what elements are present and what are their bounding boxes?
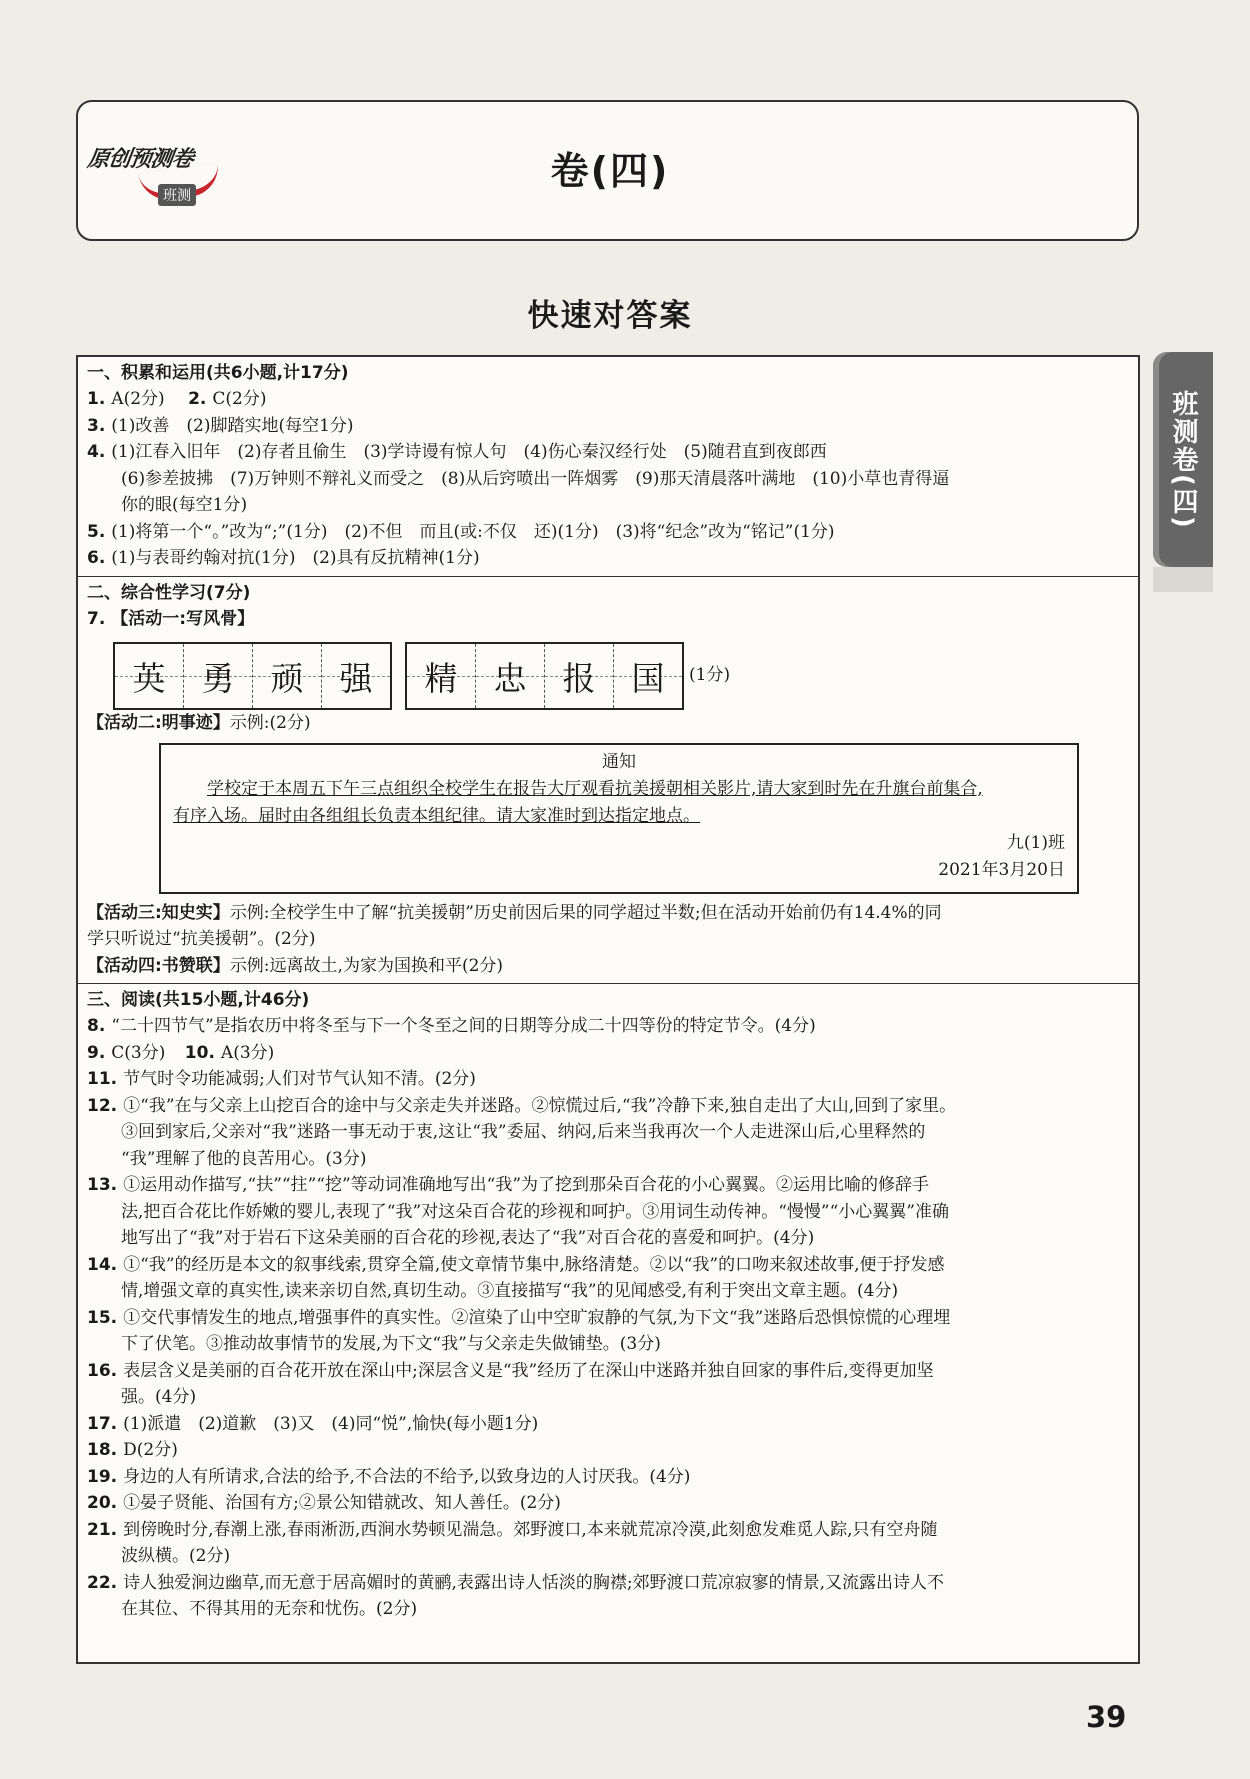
question-number: 6.	[87, 548, 106, 568]
answer-text: 地写出了“我”对于岩石下这朵美丽的百合花的珍视,表达了“我”对百合花的喜爱和呵护。(4分)	[121, 1228, 815, 1248]
notice-date: 2021年3月20日	[938, 859, 1065, 880]
activity-label: 【活动一:写风骨】	[111, 608, 255, 629]
answer-line	[87, 1331, 1130, 1358]
question-number: 14.	[87, 1254, 118, 1275]
answer-text: 表层含义是美丽的百合花开放在深山中;深层含义是“我”经历了在深山中迷路并独自回家的事件后,变得更加坚	[123, 1360, 934, 1381]
answer-line	[87, 1570, 1130, 1597]
grid-cell: 勇	[184, 644, 253, 708]
answer-table	[76, 355, 1140, 1664]
answer-line	[87, 519, 1130, 546]
answer-text: A(2分)	[111, 389, 165, 409]
grid-cell: 国	[614, 644, 682, 708]
question-number: 5.	[87, 521, 106, 542]
answer-text: ①“我”在与父亲上山挖百合的途中与父亲走失并迷路。②惊慌过后,“我”冷静下来,独自走出了大山,回到了家里。	[123, 1095, 957, 1116]
answer-text: 诗人独爱涧边幽草,而无意于居高媚时的黄鹂,表露出诗人恬淡的胸襟;郊野渡口荒凉寂寥的情景,又流露出诗人不	[123, 1572, 945, 1593]
answer-text: 法,把百合花比作娇嫩的婴儿,表现了“我”对这朵百合花的珍视和呵护。③用词生动传神。“慢慢”“小心翼翼”准确	[121, 1201, 949, 1222]
notice-title: 通知	[602, 751, 636, 772]
answer-line	[87, 1543, 1130, 1570]
answer-line	[87, 1464, 1130, 1491]
paper-title: 卷(四)	[550, 149, 670, 193]
answer-text: (1)派遣 (2)道歉 (3)又 (4)同“悦”,愉快(每小题1分)	[123, 1413, 539, 1434]
question-number: 1.	[87, 389, 106, 409]
answer-text: 到傍晚时分,春潮上涨,春雨淅沥,西涧水势顿见湍急。郊野渡口,本来就荒凉冷漠,此刻愈发难觅人踪,只有空舟随	[123, 1519, 938, 1540]
answer-text: 节气时令功能减弱;人们对节气认知不清。(2分)	[123, 1069, 476, 1089]
question-number: 21.	[87, 1519, 118, 1540]
section-heading: 三、阅读(共15小题,计46分)	[87, 990, 310, 1010]
question-number: 8.	[87, 1016, 106, 1036]
answer-text: (1)江春入旧年 (2)存者且偷生 (3)学诗谩有惊人句 (4)伤心秦汉经行处 (5)随君直到夜郎西	[111, 442, 827, 462]
answer-text: C(3分)	[111, 1042, 166, 1063]
question-number: 20.	[87, 1493, 118, 1513]
grid-score: (1分)	[689, 665, 731, 685]
answer-text: D(2分)	[123, 1440, 178, 1460]
logo-sub-badge: 班测	[158, 184, 196, 206]
answer-line	[87, 710, 1130, 737]
grid-cell: 顽	[253, 644, 322, 708]
question-number: 19.	[87, 1466, 118, 1487]
grid-cell: 英	[115, 644, 184, 708]
answer-line	[87, 439, 1130, 466]
answer-text: ③回到家后,父亲对“我”迷路一事无动于衷,这让“我”委屈、纳闷,后来当我再次一个人走进深山后,心里释然的	[121, 1122, 926, 1142]
character-grid	[405, 642, 684, 710]
grid-cell: 忠	[476, 644, 545, 708]
activity-label: 【活动四:书赞联】	[87, 955, 230, 976]
answer-line	[87, 1437, 1130, 1464]
section-reading	[78, 984, 1138, 1627]
grid-cell: 精	[407, 644, 476, 708]
question-number: 11.	[87, 1069, 118, 1089]
answer-text: 身边的人有所请求,合法的给予,不合法的不给予,以致身边的人讨厌我。(4分)	[123, 1466, 691, 1487]
page-number: 39	[1086, 1700, 1127, 1734]
answer-text: 强。(4分)	[121, 1387, 197, 1407]
question-number: 4.	[87, 442, 106, 462]
answer-line	[87, 1305, 1130, 1332]
activity-label: 【活动三:知史实】	[87, 902, 230, 923]
answer-line	[87, 1384, 1130, 1411]
answer-line	[87, 926, 1130, 953]
question-number: 9.	[87, 1042, 106, 1063]
answer-line	[87, 606, 1130, 633]
notice-body: 学校定于本周五下午三点组织全校学生在报告大厅观看抗美援朝相关影片,请大家到时先在升旗台前集合, 有序入场。届时由各组组长负责本组纪律。请大家准时到达指定地点。	[173, 778, 983, 826]
answer-line	[87, 1013, 1130, 1040]
answer-line	[87, 1411, 1130, 1438]
question-number: 17.	[87, 1413, 118, 1434]
grid-cell: 报	[545, 644, 614, 708]
section-heading: 一、积累和运用(共6小题,计17分)	[87, 363, 349, 383]
answer-text: 波纵横。(2分)	[121, 1546, 231, 1566]
answer-line	[87, 492, 1130, 519]
question-number: 18.	[87, 1440, 118, 1460]
answer-text: “二十四节气”是指农历中将冬至与下一个冬至之间的日期等分成二十四等份的特定节令。(4分)	[111, 1016, 816, 1036]
answer-text: ①交代事情发生的地点,增强事件的真实性。②渲染了山中空旷寂静的气氛,为下文“我”迷路后恐惧惊慌的心理埋	[123, 1307, 951, 1328]
question-number: 2.	[188, 389, 207, 409]
answer-text: 示例:(2分)	[229, 713, 311, 733]
question-number: 10.	[184, 1042, 215, 1063]
answer-line	[87, 1172, 1130, 1199]
answer-line	[87, 1040, 1130, 1067]
answer-line	[87, 1119, 1130, 1146]
answer-text: 在其位、不得其用的无奈和忧伤。(2分)	[121, 1599, 418, 1619]
logo-main-text: 原创预测卷	[85, 147, 195, 172]
answer-text: 情,增强文章的真实性,读来亲切自然,真切生动。③直接描写“我”的见闻感受,有利于突出文章主题。(4分)	[121, 1281, 899, 1301]
answer-line	[87, 466, 1130, 493]
answer-text: 学只听说过“抗美援朝”。(2分)	[87, 929, 316, 949]
answer-line	[87, 1358, 1130, 1385]
question-number: 3.	[87, 415, 106, 436]
answer-line	[87, 1225, 1130, 1252]
answer-text: (1)与表哥约翰对抗(1分) (2)具有反抗精神(1分)	[111, 548, 480, 568]
answer-text: C(2分)	[212, 389, 267, 409]
section-heading: 二、综合性学习(7分)	[87, 582, 251, 603]
brand-logo	[85, 142, 228, 210]
question-number: 12.	[87, 1095, 118, 1116]
answer-line	[87, 1252, 1130, 1279]
answer-text: (1)将第一个“。”改为“;”(1分) (2)不但 而且(或:不仅 还)(1分) (3)将“纪念”改为“铭记”(1分)	[111, 521, 835, 542]
answer-line	[87, 1490, 1130, 1517]
answer-text: A(3分)	[220, 1042, 275, 1063]
question-number: 22.	[87, 1572, 118, 1593]
answer-text: 示例:远离故土,为家为国换和平(2分)	[229, 955, 504, 976]
question-number: 7.	[87, 608, 106, 629]
question-number: 16.	[87, 1360, 118, 1381]
grid-cell: 强	[322, 644, 390, 708]
section-comprehensive	[78, 577, 1138, 985]
answer-text: (6)参差披拂 (7)万钟则不辩礼义而受之 (8)从后窍喷出一阵烟雾 (9)那天清晨落叶满地 (10)小草也青得逼	[121, 468, 950, 489]
section-accumulation	[78, 357, 1138, 577]
answer-line	[87, 953, 1130, 980]
question-number: 15.	[87, 1307, 118, 1328]
answer-line	[87, 1596, 1130, 1623]
answer-line	[87, 1517, 1130, 1544]
answer-line	[87, 1278, 1130, 1305]
answer-line	[87, 1066, 1130, 1093]
answer-line	[87, 1199, 1130, 1226]
character-grid-row	[87, 632, 1130, 710]
answer-line	[87, 900, 1130, 927]
answer-line	[87, 413, 1130, 440]
notice-box	[159, 743, 1079, 894]
question-number: 13.	[87, 1175, 118, 1195]
answer-text: 示例:全校学生中了解“抗美援朝”历史前因后果的同学超过半数;但在活动开始前仍有14.4%的同	[229, 902, 942, 923]
activity-label: 【活动二:明事迹】	[87, 713, 230, 733]
answer-text: 你的眼(每空1分)	[121, 495, 248, 515]
answer-line	[87, 386, 1130, 413]
notice-signature: 九(1)班	[1006, 832, 1065, 853]
side-tab-stripe	[1153, 567, 1213, 592]
answer-line	[87, 1146, 1130, 1173]
answer-text: ①运用动作描写,“扶”“拄”“挖”等动词准确地写出“我”为了挖到那朵百合花的小心翼翼。②运用比喻的修辞手	[123, 1175, 930, 1195]
answer-text: “我”理解了他的良苦用心。(3分)	[121, 1148, 367, 1169]
answer-text: ①晏子贤能、治国有方;②景公知错就改、知人善任。(2分)	[123, 1493, 561, 1513]
answer-line	[87, 1093, 1130, 1120]
answer-line	[87, 545, 1130, 572]
character-grid	[113, 642, 392, 710]
answer-text: 下了伏笔。③推动故事情节的发展,为下文“我”与父亲走失做铺垫。(3分)	[121, 1334, 661, 1354]
answer-text: ①“我”的经历是本文的叙事线索,贯穿全篇,使文章情节集中,脉络清楚。②以“我”的口吻来叙述故事,便于抒发感	[123, 1254, 945, 1275]
side-tab: 班测卷(四)	[1153, 352, 1213, 567]
answer-title: 快速对答案	[527, 298, 693, 334]
answer-text: (1)改善 (2)脚踏实地(每空1分)	[111, 415, 354, 436]
